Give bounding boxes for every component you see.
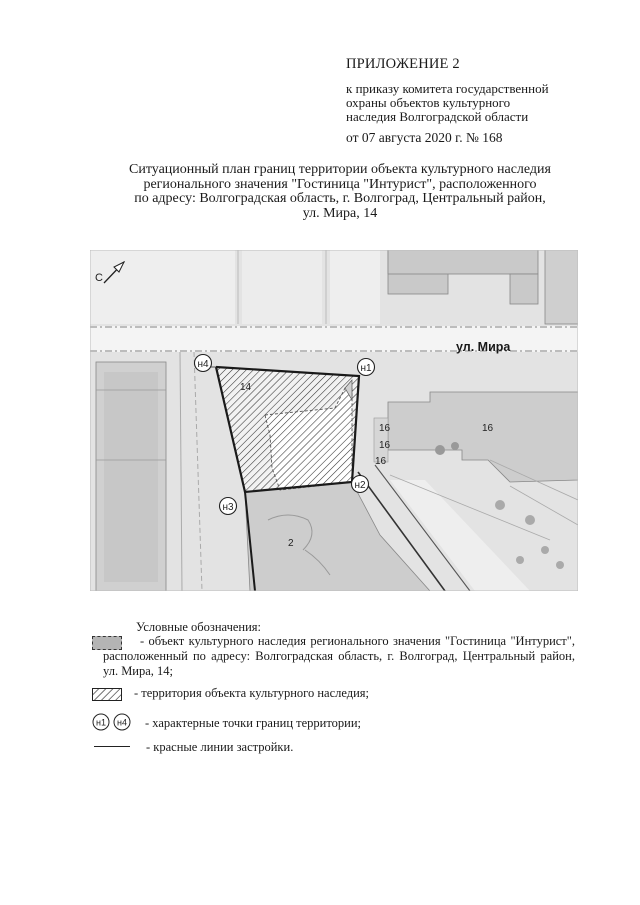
parcel-label: 16 — [379, 423, 391, 434]
parcel-label: 16 — [482, 423, 494, 434]
plan-title-line: Ситуационный план границ территории объекта культурного наследия — [128, 162, 551, 177]
point-n4 — [195, 355, 212, 372]
parcel-label: 16 — [375, 456, 387, 467]
plan-title-line: регионального значения "Гостиница "Интурист", расположенного — [143, 176, 537, 192]
legend-territory-swatch — [92, 688, 122, 701]
point-label: н3 — [222, 502, 234, 513]
legend-redline-swatch — [94, 746, 130, 747]
plan-title-line: ул. Мира, 14 — [302, 205, 378, 221]
point-n1 — [358, 359, 375, 376]
order-reference — [346, 82, 549, 124]
point-n3 — [220, 498, 237, 515]
order-line: к приказу комитета государственной — [346, 81, 549, 96]
parcel-label: 16 — [379, 440, 391, 451]
plan-title — [80, 163, 600, 221]
point-label: н1 — [96, 717, 106, 728]
legend-points-text: - характерные точки границ территории; — [145, 716, 362, 730]
plan-title-line: по адресу: Волгоградская область, г. Волгоград, Центральный район, — [134, 191, 546, 206]
street-label: ул. Мира — [456, 340, 511, 354]
point-label: н4 — [117, 717, 127, 728]
point-label: н1 — [360, 363, 372, 374]
legend-heading: Условные обозначения: — [136, 620, 262, 634]
order-line: охраны объектов культурного — [346, 95, 511, 110]
order-line: наследия Волгоградской области — [346, 109, 529, 124]
legend-object-text: - объект культурного наследия регионального значения "Гостиница "Интурист", расположенный по адресу: Волгоградская область, г. Волгоград, Центральный район, ул. Мира, 14; — [103, 634, 575, 678]
legend-territory-text: - территория объекта культурного наследия; — [134, 686, 370, 700]
parcel-label: 14 — [240, 382, 252, 393]
appendix-title: ПРИЛОЖЕНИЕ 2 — [346, 56, 460, 72]
point-n2 — [352, 476, 369, 493]
parcel-label: 2 — [288, 538, 294, 549]
point-label: н2 — [354, 480, 366, 491]
north-label: С — [95, 272, 103, 284]
order-date: от 07 августа 2020 г. № 168 — [346, 130, 503, 145]
legend-redline-text: - красные линии застройки. — [146, 740, 294, 754]
point-label: н4 — [197, 359, 209, 370]
left-buildings — [96, 362, 166, 591]
legend-points-swatch — [92, 712, 136, 732]
situation-map — [90, 250, 578, 591]
